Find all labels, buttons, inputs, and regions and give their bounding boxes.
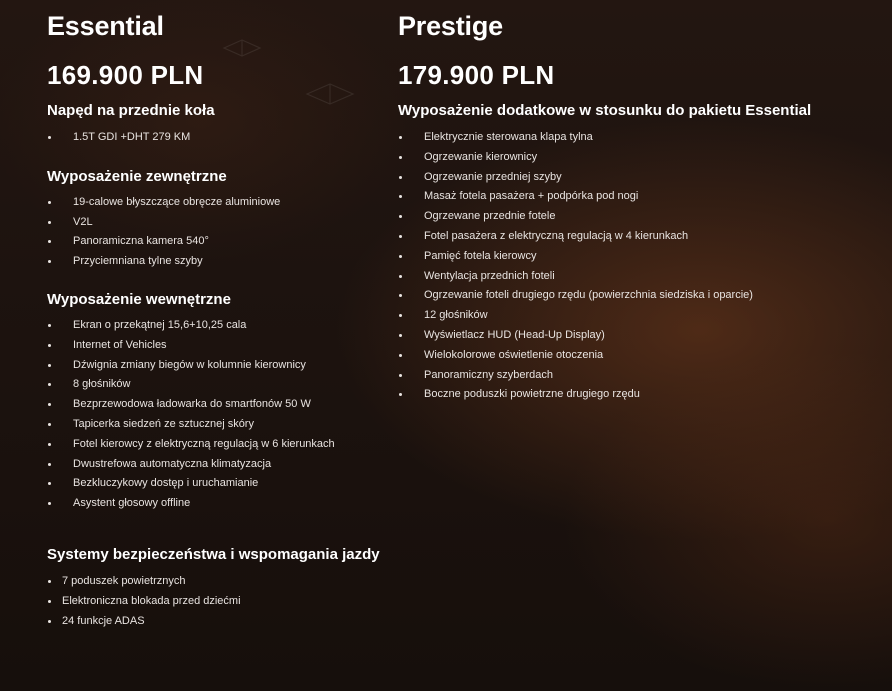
safety-section [47,544,547,631]
list-item: Panoramiczna kamera 540° [47,232,377,252]
prestige-title: Prestige [398,11,503,41]
prestige-extra-list [398,128,878,405]
list-item: 24 funkcje ADAS [47,612,547,632]
list-item: 1.5T GDI +DHT 279 KM [47,128,377,148]
list-item: Wyświetlacz HUD (Head-Up Display) [398,326,878,346]
list-item: 12 głośników [398,306,878,326]
list-item: Bezprzewodowa ładowarka do smartfonów 50 W [47,395,377,415]
essential-interior-heading: Wyposażenie wewnętrzne [47,290,231,308]
list-item: Boczne poduszki powietrzne drugiego rzędu [398,385,878,405]
list-item: Ogrzewanie foteli drugiego rzędu (powierzchnia siedziska i oparcie) [398,286,878,306]
essential-exterior-heading: Wyposażenie zewnętrzne [47,167,227,185]
essential-title: Essential [47,11,164,41]
list-item: Ogrzewanie przedniej szyby [398,168,878,188]
list-item: Elektrycznie sterowana klapa tylna [398,128,878,148]
list-item: V2L [47,213,377,233]
list-item: Masaż fotela pasażera + podpórka pod nogi [398,187,878,207]
list-item: 19-calowe błyszczące obręcze aluminiowe [47,193,377,213]
prestige-extra-heading: Wyposażenie dodatkowe w stosunku do pakietu Essential [398,102,812,119]
list-item: Dźwignia zmiany biegów w kolumnie kierownicy [47,356,377,376]
safety-list [47,572,547,631]
list-item: Pamięć fotela kierowcy [398,247,878,267]
list-item: Fotel pasażera z elektryczną regulacją w 4 kierunkach [398,227,878,247]
essential-interior-section [47,289,377,514]
essential-price: 169.900 PLN [47,60,204,90]
list-item: 8 głośników [47,375,377,395]
list-item: Panoramiczny szyberdach [398,366,878,386]
list-item: Internet of Vehicles [47,336,377,356]
essential-exterior-list [47,193,377,272]
list-item: Wentylacja przednich foteli [398,267,878,287]
essential-interior-list [47,316,377,514]
prestige-column [398,8,878,405]
essential-drive-heading: Napęd na przednie koła [47,102,215,119]
list-item: Fotel kierowcy z elektryczną regulacją w 6 kierunkach [47,435,377,455]
list-item: Asystent głosowy offline [47,494,377,514]
list-item: 7 poduszek powietrznych [47,572,547,592]
list-item: Tapicerka siedzeń ze sztucznej skóry [47,415,377,435]
essential-drive-section [47,100,377,148]
essential-exterior-section [47,166,377,272]
list-item: Ogrzewanie kierownicy [398,148,878,168]
prestige-extra-section [398,100,878,405]
list-item: Elektroniczna blokada przed dziećmi [47,592,547,612]
safety-heading: Systemy bezpieczeństwa i wspomagania jazdy [47,546,380,563]
list-item: Ogrzewane przednie fotele [398,207,878,227]
list-item: Przyciemniana tylne szyby [47,252,377,272]
essential-column [47,8,377,514]
list-item: Ekran o przekątnej 15,6+10,25 cala [47,316,377,336]
essential-drive-list [47,128,377,148]
list-item: Dwustrefowa automatyczna klimatyzacja [47,455,377,475]
prestige-price: 179.900 PLN [398,60,555,90]
list-item: Bezkluczykowy dostęp i uruchamianie [47,474,377,494]
list-item: Wielokolorowe oświetlenie otoczenia [398,346,878,366]
